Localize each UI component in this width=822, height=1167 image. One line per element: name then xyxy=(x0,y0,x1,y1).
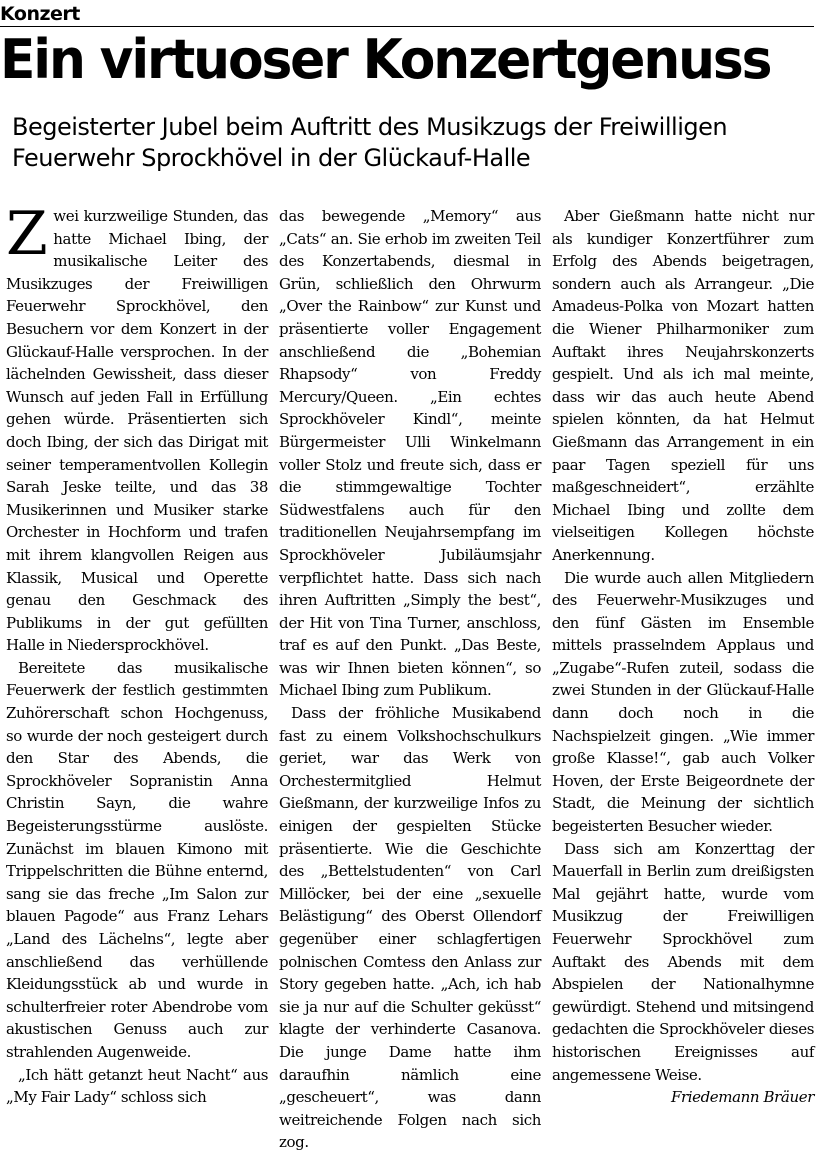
author-byline: Friedemann Bräuer xyxy=(670,1088,814,1107)
paragraph: Die wurde auch allen Mitgliedern des Feuerwehr-Musikzuges und den fünf Gästen im Ensemble mittels prasselndem Applaus und „Zugabe“-Rufen zuteil, sodass die zwei Stunden in der Glückauf-Halle dann doch noch in die Nachspielzeit gingen. „Wie immer große Klasse!“, gab auch Volker Hoven, der Erste Beigeordnete der Stadt, die Meinung der sichtlich begeisterten Besucher wieder. xyxy=(552,568,814,836)
paragraph xyxy=(6,199,268,657)
paragraph: Bereitete das musikalische Feuerwerk der festlich gestimmten Zuhörerschaft schon Hochgenuss, so wurde der noch gesteigert durch den Star des Abends, die Sprockhöveler Sopranistin Anna Christin Sayn, die wahre Begeisterungsstürme auslöste. Zunächst im blauen Kimono mit Trippelschritten die Bühne enternd, sang sie das freche „Im Salon zur blauen Pagode“ aus Franz Lehars „Land des Lächelns“, legte aber anschließend das verhüllende Kleidungsstück ab und wurde in schulterfreier roter Abendrobe vom akustischen Genuss auch zur strahlenden Augenweide. xyxy=(6,658,268,1061)
paragraph: das bewegende „Memory“ aus „Cats“ an. Sie erhob im zweiten Teil des Konzertabends, diesmal in Grün, schließlich den Ohrwurm „Over the Rainbow“ zur Kunst und präsentierte voller Engagement anschließend die „Bohemian Rhapsody“ von Freddy Mercury/Queen. „Ein echtes Sprockhöveler Kindl“, meinte Bürgermeister Ulli Winkelmann voller Stolz und freute sich, dass er die stimmgewaltige Tochter Südwestfalens auch für den traditionellen Neujahrsempfang im Sprockhöveler Jubiläumsjahr verpflichtet hatte. Dass sich nach ihren Auftritten „Simply the best“, der Hit von Tina Turner, anschloss, traf es auf den Punkt. „Das Beste, was wir Ihnen bieten können“, so Michael Ibing zum Publikum. xyxy=(279,207,541,700)
column-2 xyxy=(279,205,541,1154)
drop-cap: Z xyxy=(6,199,48,269)
subheadline: Begeisterter Jubel beim Auftritt des Musikzugs der Freiwilligen Feuerwehr Sprockhövel in der Glückauf-Halle xyxy=(12,113,728,172)
paragraph: Aber Gießmann hatte nicht nur als kundiger Konzertführer zum Erfolg des Abends beigetragen, sondern auch als Arrangeur. „Die Amadeus-Polka von Mozart hatten die Wiener Philharmoniker zum Auftakt ihres Neujahrskonzerts gespielt. Und als ich mal meinte, dass wir das auch heute Abend spielen könnten, da hat Helmut Gießmann das Arrangement in ein paar Tagen speziell für uns maßgeschneidert“, erzählte Michael Ibing und zollte dem vielseitigen Kollegen höchste Anerkennung. xyxy=(552,207,814,564)
paragraph: „Ich hätt getanzt heut Nacht“ aus „My Fair Lady“ schloss sich xyxy=(6,1065,268,1107)
paragraph: Dass sich am Konzerttag der Mauerfall in Berlin zum dreißigsten Mal gejährt hatte, wurde vom Musikzug der Freiwilligen Feuerwehr Sprockhövel zum Auftakt des Abends mit dem Abspielen der Nationalhymne gewürdigt. Stehend und mitsingend gedachten die Sprockhöveler dieses historischen Ereignisses auf angemessene Weise. xyxy=(552,839,814,1084)
article-body xyxy=(6,199,814,1154)
paragraph-text: wei kurzweilige Stunden, das hatte Michael Ibing, der musikalische Leiter des Musikzuges der Freiwilligen Feuerwehr Sprockhövel, den Besuchern vor dem Konzert in der Glückauf-Halle versprochen. In der lächelnden Gewissheit, dass dieser Wunsch auf jeden Fall in Erfüllung gehen würde. Präsentierten sich doch Ibing, der sich das Dirigat mit seiner temperamentvollen Kollegin Sarah Jeske teilte, und das 38 Musikerinnen und Musiker starke Orchester in Hochform und trafen mit ihrem klangvollen Reigen aus Klassik, Musical und Operette genau den Geschmack des Publikums in der gut gefüllten Halle in Niedersprockhövel. xyxy=(6,207,268,655)
rubric-label: Konzert xyxy=(0,3,80,25)
column-1 xyxy=(6,199,268,1154)
headline: Ein virtuoser Konzertgenuss xyxy=(0,28,771,91)
paragraph: Dass der fröhliche Musikabend fast zu einem Volkshochschulkurs geriet, war das Werk von Orchestermitglied Helmut Gießmann, der kurzweilige Infos zu einigen der gespielten Stücke präsentierte. Wie die Geschichte des „Bettelstudenten“ von Carl Millöcker, bei der eine „sexuelle Belästigung“ des Oberst Ollendorf gegenüber einer schlagfertigen polnischen Comtess den Anlass zur Story gegeben hatte. „Ach, ich hab sie ja nur auf die Schulter geküsst“ klagte der verhinderte Casanova. Die junge Dame hatte ihm daraufhin nämlich eine „gescheuert“, was dann weitreichende Folgen nach sich zog. xyxy=(279,704,541,1152)
column-3 xyxy=(552,205,814,1154)
